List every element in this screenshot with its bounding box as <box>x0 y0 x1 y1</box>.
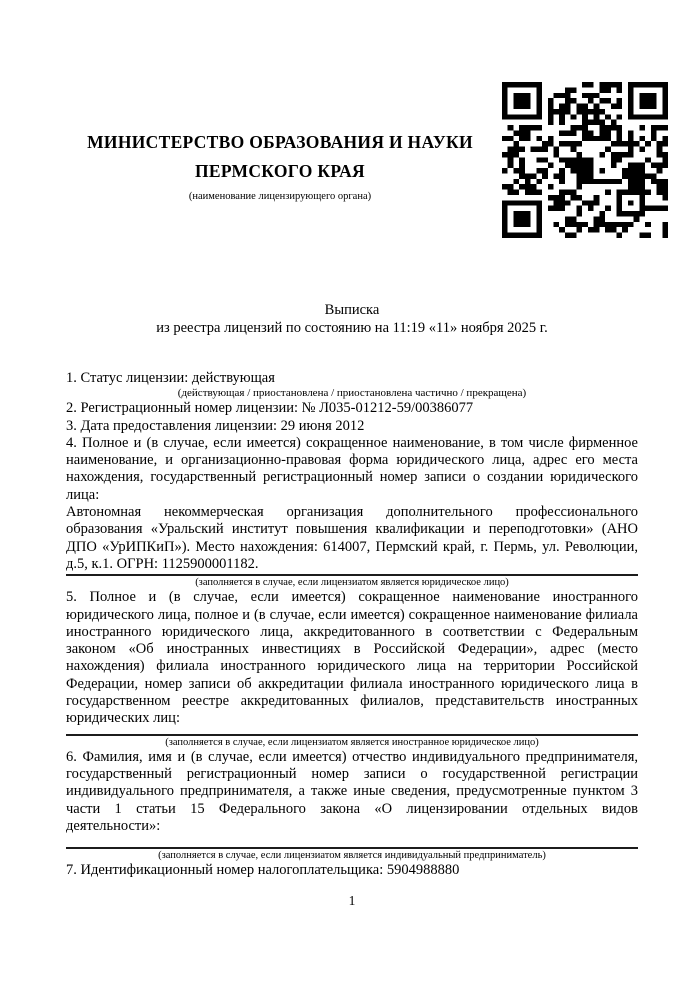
item-4-legal-entity-label: 4. Полное и (в случае, если имеется) сокращенное наименование, в том числе фирменное наименование, и организационно-правовая форма юридического лица, адрес его места нахождения, государственный регистрационный номер записи о создании юридического лица: <box>66 434 638 503</box>
licensing-authority-header <box>58 128 502 203</box>
page-number: 1 <box>348 893 356 909</box>
ministry-name-line1: МИНИСТЕРСТВО ОБРАЗОВАНИЯ И НАУКИ <box>87 132 473 152</box>
licensing-authority-caption: (наименование лицензирующего органа) <box>188 191 372 202</box>
document-body <box>66 370 638 910</box>
item-5-blank-line <box>66 728 638 736</box>
item-1-license-status: 1. Статус лицензии: действующая <box>66 370 275 386</box>
item-4-fill-note: (заполняется в случае, если лицензиатом является юридическое лицо) <box>195 577 509 589</box>
item-6-entrepreneur-label: 6. Фамилия, имя и (в случае, если имеется) отчество индивидуального предпринимателя, государственный регистрационный номер записи о государственной регистрации индивидуального предпринимателя, а также иные сведения, предусмотренные пунктом 3 части 1 статьи 15 Федерального закона «О лицензировании отдельных видов деятельности»: <box>66 748 638 834</box>
item-6-fill-note: (заполняется в случае, если лицензиатом является индивидуальный предприниматель) <box>158 850 546 862</box>
document-title-line2: из реестра лицензий по состоянию на 11:19 «11» ноября 2025 г. <box>156 319 548 336</box>
item-7-taxpayer-number: 7. Идентификационный номер налогоплательщика: 5904988880 <box>66 862 460 879</box>
item-4-legal-entity-value: Автономная некоммерческая организация дополнительного профессионального образования «Уральский институт повышения квалификации и переподготовки» (АНО ДПО «УрИПКиП»). Место нахождения: 614007, Пермский край, г. Пермь, ул. Революции, д.5, к.1. ОГРН: 1125900001182. <box>66 504 638 576</box>
document-title <box>66 302 638 337</box>
item-3-grant-date: 3. Дата предоставления лицензии: 29 июня 2012 <box>66 417 365 434</box>
item-1-status-options-note: (действующая / приостановлена / приостановлена частично / прекращена) <box>177 387 527 400</box>
item-5-fill-note: (заполняется в случае, если лицензиатом является иностранное юридическое лицо) <box>165 736 539 748</box>
document-title-line1: Выписка <box>324 302 380 318</box>
item-5-foreign-entity-label: 5. Полное и (в случае, если имеется) сокращенное наименование иностранного юридического лица, полное и (в случае, если имеется) сокращенное наименование филиала иностранного юридического лица, аккредитованного в соответствии с Федеральным законом «Об иностранных инвестициях в Российской Федерации», адрес (место нахождения) филиала иностранного юридического лица на территории Российской Федерации, номер записи об аккредитации филиала иностранного юридического лица в государственном реестре аккредитованных филиалов, представительств иностранных юридических лиц: <box>66 589 638 727</box>
ministry-name-line2: ПЕРМСКОГО КРАЯ <box>195 161 365 181</box>
qr-code-icon <box>502 82 668 238</box>
item-2-registration-number: 2. Регистрационный номер лицензии: № Л035-01212-59/00386077 <box>66 400 474 417</box>
item-6-blank-line <box>66 835 638 849</box>
